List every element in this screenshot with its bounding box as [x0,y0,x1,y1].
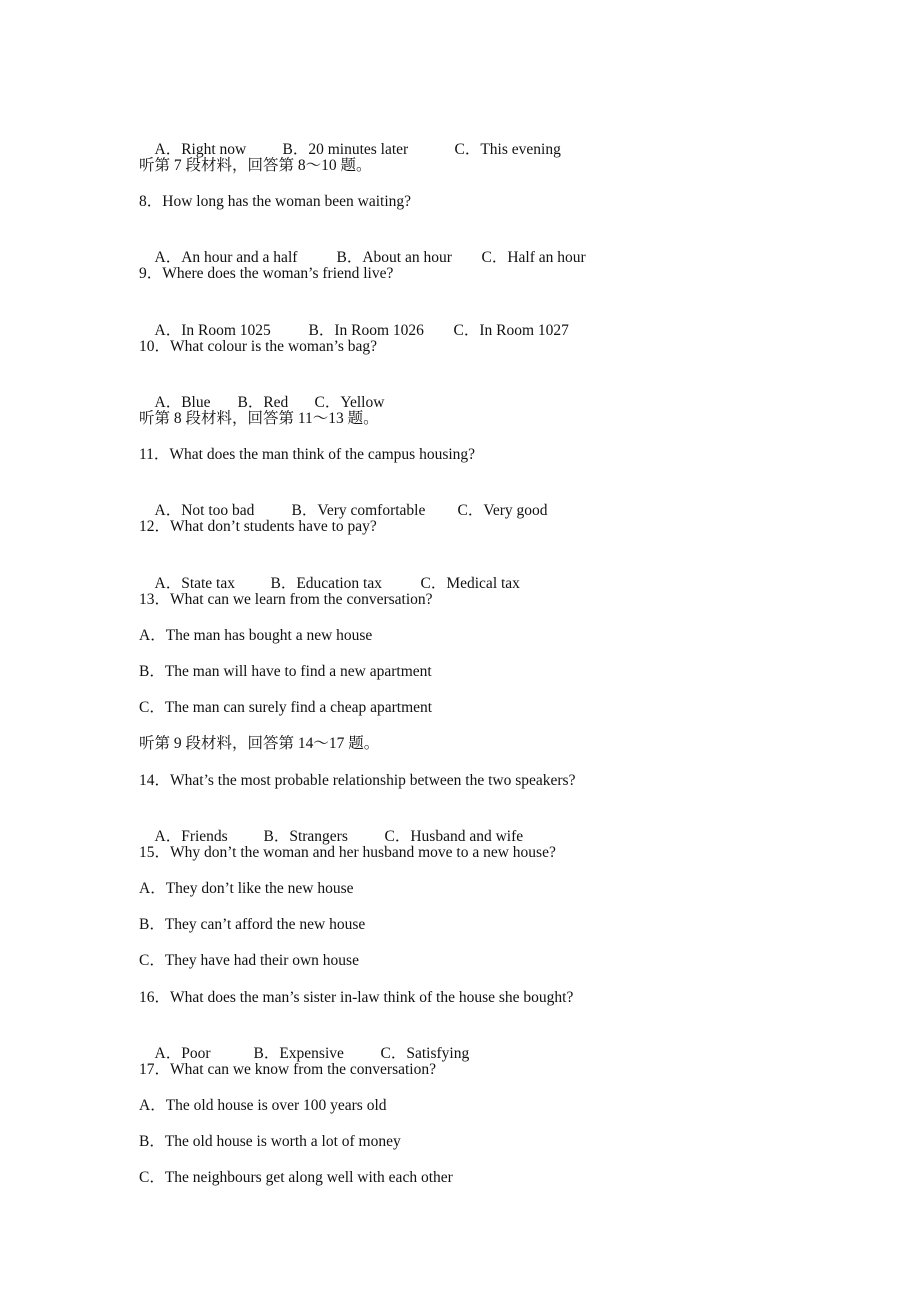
question-10: 10．What colour is the woman’s bag? [139,338,378,355]
question-12: 12．What don’t students have to pay? [139,518,377,535]
option-b: B．Expensive [253,1045,344,1062]
option-a: A．Blue [154,394,211,411]
q15-option-a: A．They don’t like the new house [139,880,354,897]
q15-option-b: B．They can’t afford the new house [139,916,366,933]
option-b: B．Red [237,394,289,411]
q13-option-b: B．The man will have to find a new apartment [139,663,432,680]
option-c: C．This evening [454,141,561,158]
question-13: 13．What can we learn from the conversation? [139,591,433,608]
option-c: C．Half an hour [481,249,586,266]
option-b: B．In Room 1026 [308,322,424,339]
option-a: A．Poor [154,1045,211,1062]
option-b: B．Education tax [270,575,382,592]
question-8: 8．How long has the woman been waiting? [139,193,412,210]
option-a: A．State tax [154,575,235,592]
option-a: A．An hour and a half [154,249,298,266]
section-8-intro: 听第 8 段材料，回答第 11～13 题。 [139,410,379,427]
q13-option-a: A．The man has bought a new house [139,627,373,644]
section-9-intro: 听第 9 段材料，回答第 14～17 题。 [139,735,380,752]
option-b: B．About an hour [336,249,452,266]
q17-option-a: A．The old house is over 100 years old [139,1097,387,1114]
option-c: C．Satisfying [380,1045,470,1062]
option-a: A．Friends [154,828,228,845]
q13-option-c: C．The man can surely find a cheap apartment [139,699,433,716]
option-c: C．In Room 1027 [453,322,569,339]
section-7-intro: 听第 7 段材料，回答第 8～10 题。 [139,157,372,174]
question-17: 17．What can we know from the conversation? [139,1061,436,1078]
option-c: C．Very good [457,502,548,519]
question-11: 11．What does the man think of the campus housing? [139,446,476,463]
option-a: A．Not too bad [154,502,255,519]
question-14: 14．What’s the most probable relationship between the two speakers? [139,772,576,789]
option-a: A．Right now [154,141,247,158]
option-c: C．Husband and wife [384,828,524,845]
option-b: B．Strangers [263,828,348,845]
option-b: B．Very comfortable [291,502,426,519]
q17-option-b: B．The old house is worth a lot of money [139,1133,401,1150]
question-16: 16．What does the man’s sister in-law think of the house she bought? [139,989,574,1006]
q17-option-c: C．The neighbours get along well with each other [139,1169,453,1186]
option-a: A．In Room 1025 [154,322,271,339]
q15-option-c: C．They have had their own house [139,952,359,969]
question-15: 15．Why don’t the woman and her husband move to a new house? [139,844,556,861]
option-c: C．Yellow [314,394,385,411]
option-c: C．Medical tax [420,575,520,592]
option-b: B．20 minutes later [282,141,409,158]
question-9: 9．Where does the woman’s friend live? [139,265,394,282]
